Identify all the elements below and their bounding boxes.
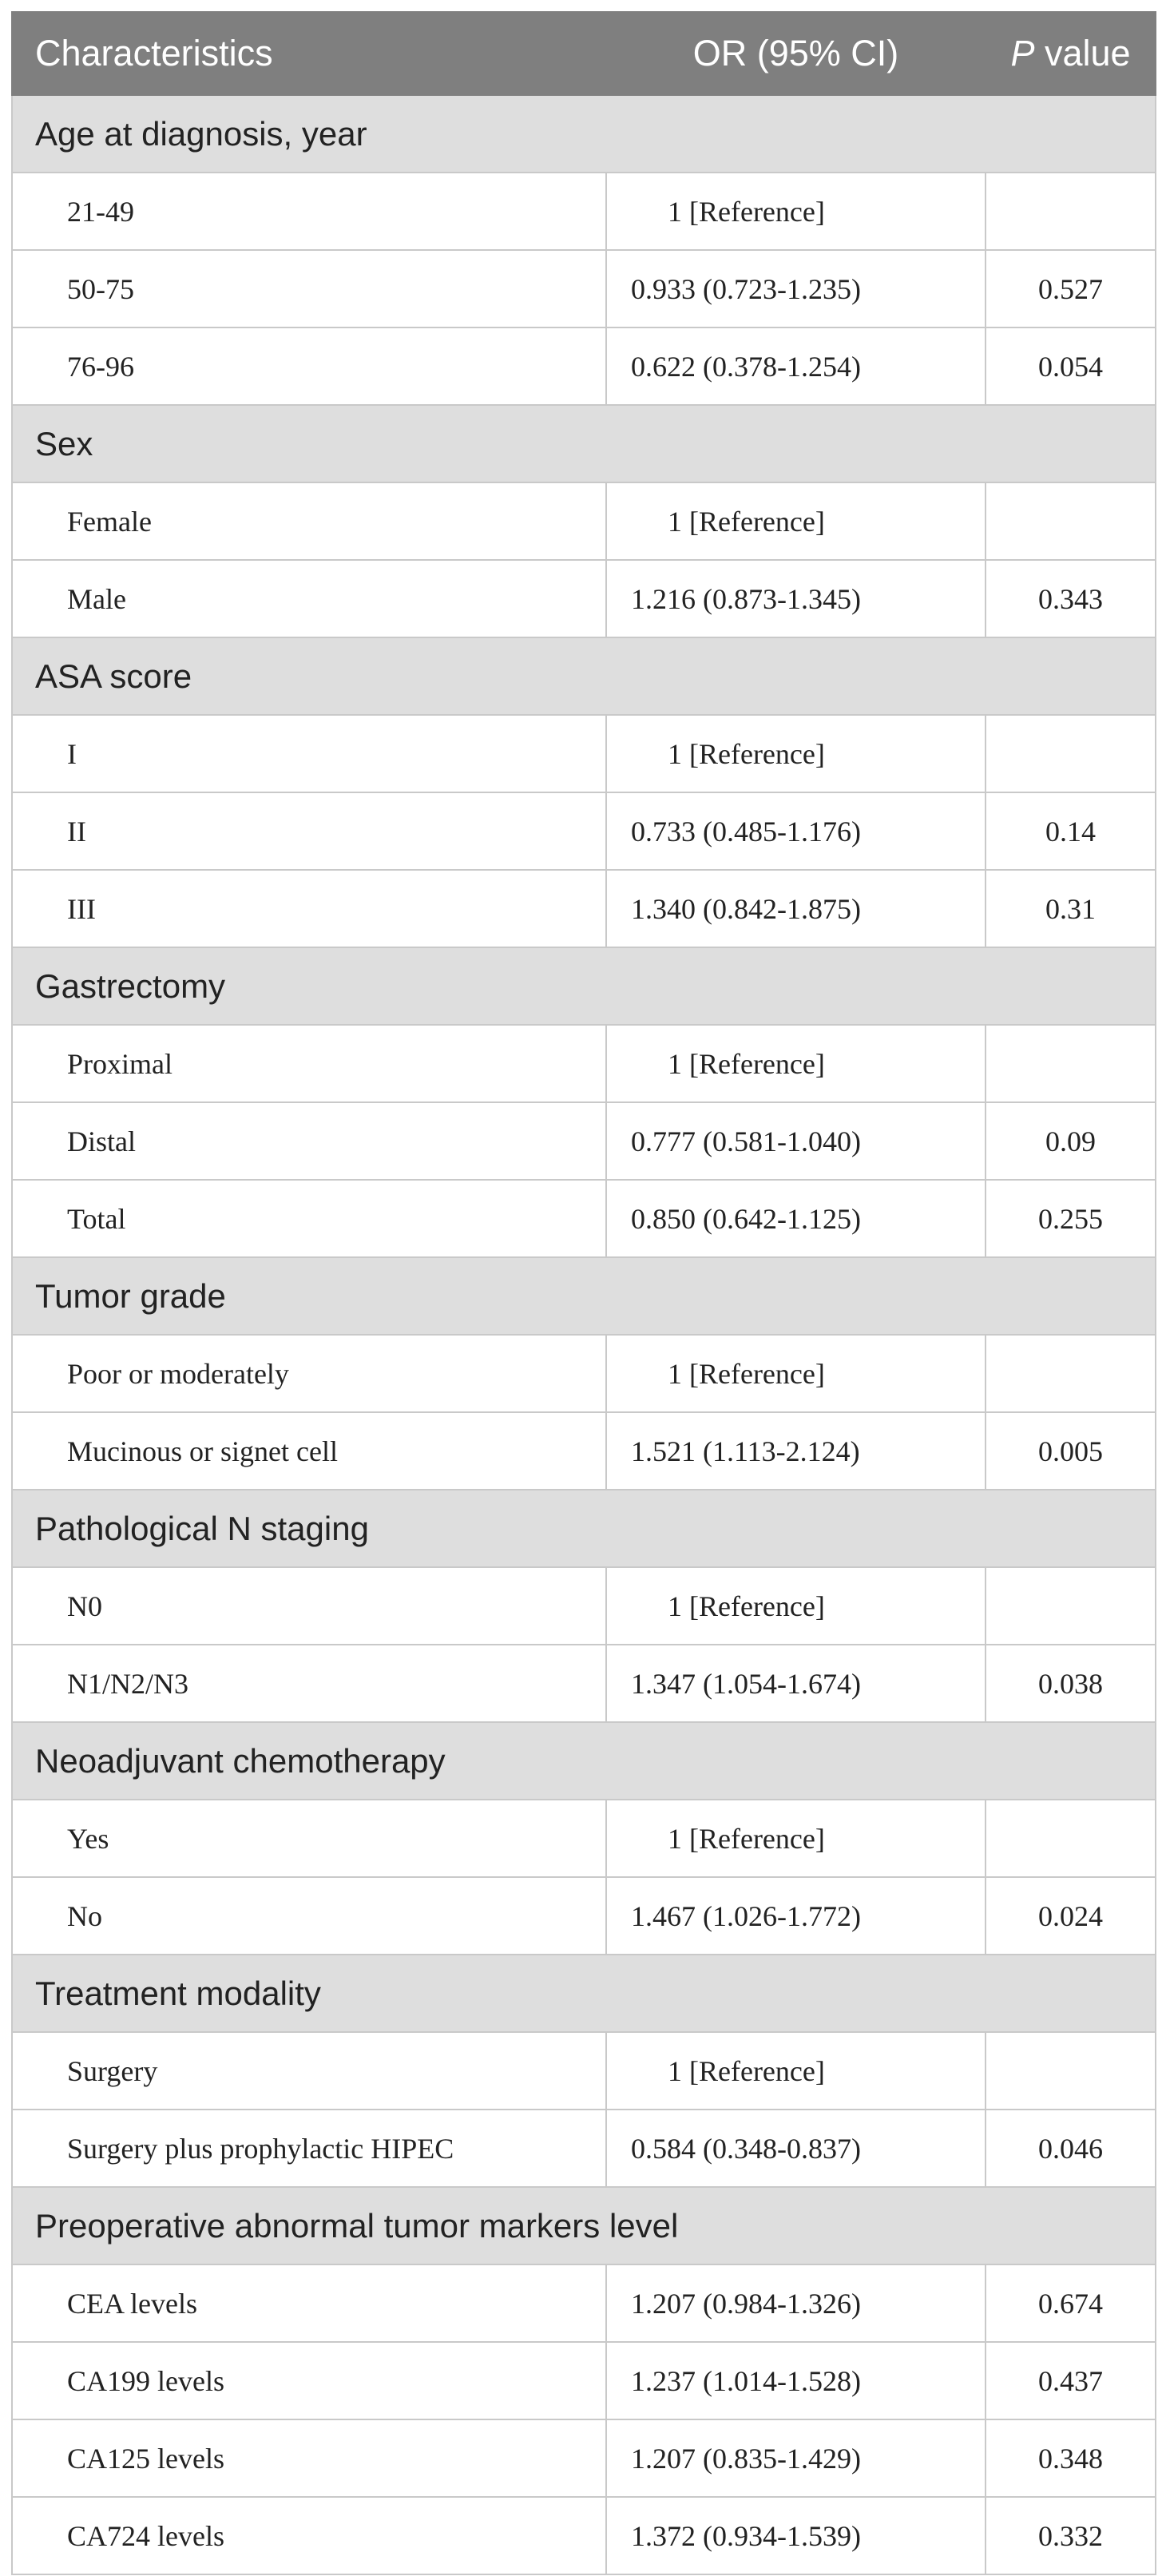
p-value-cell: 0.14 xyxy=(986,792,1156,870)
table-row xyxy=(12,560,1156,637)
odds-ratio-cell: 0.777 (0.581-1.040) xyxy=(606,1102,986,1180)
odds-ratio-cell: 1.207 (0.835-1.429) xyxy=(606,2419,986,2497)
table-row xyxy=(12,2419,1156,2497)
table-row xyxy=(12,1877,1156,1955)
odds-ratio-cell: 1.340 (0.842-1.875) xyxy=(606,870,986,947)
group-header-row xyxy=(12,95,1156,173)
row-label: CA724 levels xyxy=(12,2497,606,2574)
p-value-cell: 0.054 xyxy=(986,327,1156,405)
odds-ratio-cell: 1.372 (0.934-1.539) xyxy=(606,2497,986,2574)
row-label: CA199 levels xyxy=(12,2342,606,2419)
row-label: Surgery xyxy=(12,2032,606,2110)
odds-ratio-cell: 0.933 (0.723-1.235) xyxy=(606,250,986,327)
p-value-cell: 0.09 xyxy=(986,1102,1156,1180)
header-characteristics: Characteristics xyxy=(12,12,606,95)
table-row xyxy=(12,715,1156,792)
table-row xyxy=(12,870,1156,947)
odds-ratio-cell: 1 [Reference] xyxy=(606,482,986,560)
table-row xyxy=(12,1180,1156,1257)
header-p-rest: value xyxy=(1034,33,1131,73)
p-value-cell: 0.437 xyxy=(986,2342,1156,2419)
group-header-row xyxy=(12,1490,1156,1567)
row-label: Yes xyxy=(12,1800,606,1877)
odds-ratio-cell: 1.467 (1.026-1.772) xyxy=(606,1877,986,1955)
table-header-row xyxy=(12,12,1156,95)
group-header-row xyxy=(12,1257,1156,1335)
group-title: Age at diagnosis, year xyxy=(12,95,1156,173)
row-label: No xyxy=(12,1877,606,1955)
group-title: Gastrectomy xyxy=(12,947,1156,1025)
odds-ratio-cell: 0.584 (0.348-0.837) xyxy=(606,2110,986,2187)
odds-ratio-table xyxy=(11,11,1156,2575)
odds-ratio-cell: 0.733 (0.485-1.176) xyxy=(606,792,986,870)
row-label: 50-75 xyxy=(12,250,606,327)
odds-ratio-cell: 1.237 (1.014-1.528) xyxy=(606,2342,986,2419)
group-title: Preoperative abnormal tumor markers level xyxy=(12,2187,1156,2264)
table-row xyxy=(12,1800,1156,1877)
table-row xyxy=(12,250,1156,327)
group-title: Treatment modality xyxy=(12,1955,1156,2032)
odds-ratio-cell: 0.622 (0.378-1.254) xyxy=(606,327,986,405)
group-title: Tumor grade xyxy=(12,1257,1156,1335)
p-value-cell: 0.046 xyxy=(986,2110,1156,2187)
p-value-cell: 0.343 xyxy=(986,560,1156,637)
odds-ratio-cell: 1 [Reference] xyxy=(606,715,986,792)
p-value-cell: 0.005 xyxy=(986,1412,1156,1490)
row-label: CA125 levels xyxy=(12,2419,606,2497)
group-header-row xyxy=(12,1722,1156,1800)
p-value-cell: 0.024 xyxy=(986,1877,1156,1955)
row-label: II xyxy=(12,792,606,870)
odds-ratio-cell: 1 [Reference] xyxy=(606,1335,986,1412)
p-value-cell xyxy=(986,1025,1156,1102)
p-value-cell xyxy=(986,1567,1156,1645)
row-label: Proximal xyxy=(12,1025,606,1102)
odds-ratio-cell: 1 [Reference] xyxy=(606,1567,986,1645)
odds-ratio-cell: 1.216 (0.873-1.345) xyxy=(606,560,986,637)
table-row xyxy=(12,1412,1156,1490)
p-value-cell: 0.674 xyxy=(986,2264,1156,2342)
row-label: I xyxy=(12,715,606,792)
odds-ratio-cell: 0.850 (0.642-1.125) xyxy=(606,1180,986,1257)
group-title: Pathological N staging xyxy=(12,1490,1156,1567)
p-value-cell: 0.31 xyxy=(986,870,1156,947)
row-label: III xyxy=(12,870,606,947)
row-label: CEA levels xyxy=(12,2264,606,2342)
table-row xyxy=(12,482,1156,560)
p-value-cell xyxy=(986,2032,1156,2110)
p-value-cell xyxy=(986,1800,1156,1877)
row-label: N1/N2/N3 xyxy=(12,1645,606,1722)
table-body xyxy=(12,95,1156,2574)
odds-ratio-cell: 1.521 (1.113-2.124) xyxy=(606,1412,986,1490)
header-p-value xyxy=(986,12,1156,95)
p-value-cell: 0.348 xyxy=(986,2419,1156,2497)
p-value-cell xyxy=(986,715,1156,792)
group-header-row xyxy=(12,1955,1156,2032)
row-label: Female xyxy=(12,482,606,560)
odds-ratio-cell: 1 [Reference] xyxy=(606,1800,986,1877)
table-row xyxy=(12,1335,1156,1412)
odds-ratio-cell: 1.207 (0.984-1.326) xyxy=(606,2264,986,2342)
table-row xyxy=(12,2497,1156,2574)
group-title: Neoadjuvant chemotherapy xyxy=(12,1722,1156,1800)
group-title: ASA score xyxy=(12,637,1156,715)
odds-ratio-cell: 1.347 (1.054-1.674) xyxy=(606,1645,986,1722)
row-label: Male xyxy=(12,560,606,637)
row-label: Distal xyxy=(12,1102,606,1180)
p-value-cell: 0.527 xyxy=(986,250,1156,327)
odds-ratio-cell: 1 [Reference] xyxy=(606,173,986,250)
header-or-ci: OR (95% CI) xyxy=(606,12,986,95)
odds-ratio-cell: 1 [Reference] xyxy=(606,1025,986,1102)
table-row xyxy=(12,792,1156,870)
table-row xyxy=(12,2032,1156,2110)
table-row xyxy=(12,2110,1156,2187)
row-label: Surgery plus prophylactic HIPEC xyxy=(12,2110,606,2187)
group-header-row xyxy=(12,405,1156,482)
p-value-cell xyxy=(986,173,1156,250)
group-header-row xyxy=(12,637,1156,715)
group-title: Sex xyxy=(12,405,1156,482)
p-value-cell: 0.332 xyxy=(986,2497,1156,2574)
row-label: 76-96 xyxy=(12,327,606,405)
table-row xyxy=(12,327,1156,405)
p-value-cell xyxy=(986,1335,1156,1412)
table-row xyxy=(12,1645,1156,1722)
odds-ratio-cell: 1 [Reference] xyxy=(606,2032,986,2110)
header-p-letter: P xyxy=(1010,33,1035,73)
row-label: 21-49 xyxy=(12,173,606,250)
p-value-cell: 0.038 xyxy=(986,1645,1156,1722)
p-value-cell xyxy=(986,482,1156,560)
row-label: Poor or moderately xyxy=(12,1335,606,1412)
table-row xyxy=(12,1025,1156,1102)
group-header-row xyxy=(12,2187,1156,2264)
group-header-row xyxy=(12,947,1156,1025)
table-row xyxy=(12,1102,1156,1180)
row-label: Total xyxy=(12,1180,606,1257)
row-label: Mucinous or signet cell xyxy=(12,1412,606,1490)
table-row xyxy=(12,2342,1156,2419)
table-row xyxy=(12,1567,1156,1645)
table-row xyxy=(12,2264,1156,2342)
p-value-cell: 0.255 xyxy=(986,1180,1156,1257)
row-label: N0 xyxy=(12,1567,606,1645)
table-row xyxy=(12,173,1156,250)
